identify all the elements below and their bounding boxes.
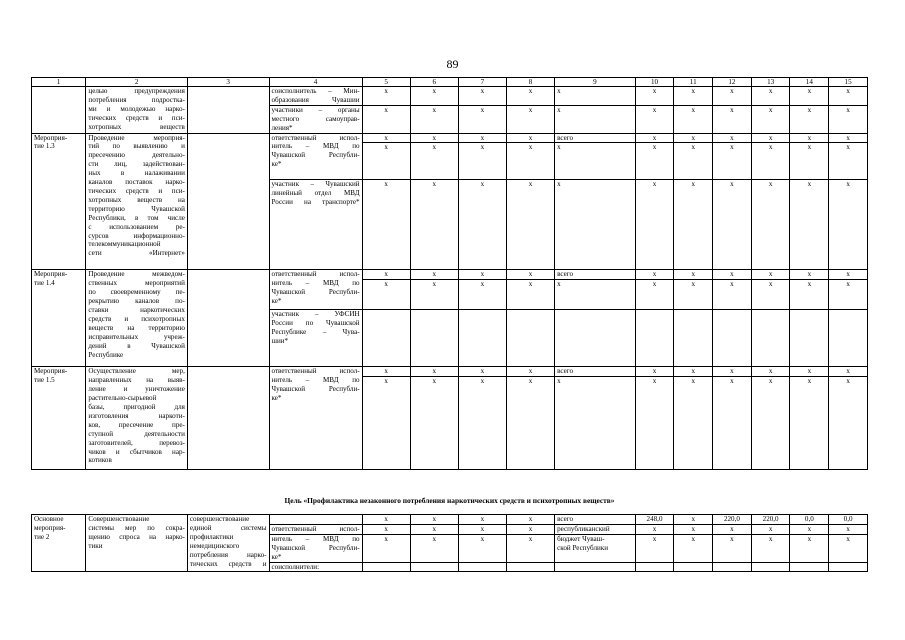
value-cell: x xyxy=(410,270,458,280)
executor-cell: участник – УФСИН России по Чувашской Республике – Чува- шии* xyxy=(269,310,362,367)
executor-cell: участники – органы местного самоуправ- ления* xyxy=(269,105,362,133)
measure-name: Проведение межведом- ственных мероприятий по своевременному пе- рекрытию каналов по- ставки наркотических средств и психотропных веществ на территорию исправительных учреж- дений в Чувашской Республике xyxy=(86,270,187,367)
measure-id: Мероприя- тие 1.4 xyxy=(32,270,86,367)
value-cell: 0,0 xyxy=(790,515,829,525)
value-cell: x xyxy=(555,280,636,310)
goal-heading: Цель «Профилактика незаконного потребления наркотических средств и психотропных веществ» xyxy=(284,496,615,505)
column-header: 14 xyxy=(790,78,829,87)
value-cell: x xyxy=(674,180,713,270)
executor-cell xyxy=(269,515,362,525)
value-cell: x xyxy=(751,180,790,270)
column-header: 2 xyxy=(86,78,187,87)
measure-goal xyxy=(187,133,269,270)
value-cell: x xyxy=(751,367,790,377)
column-header: 1 xyxy=(32,78,86,87)
value-cell xyxy=(410,310,458,367)
executor-cell: соисполнитель – Мин- образования Чувашии xyxy=(269,87,362,106)
measure-goal xyxy=(187,87,269,134)
value-cell: x xyxy=(829,105,868,133)
value-cell: x xyxy=(458,180,506,270)
value-cell: x xyxy=(362,534,410,562)
value-cell: x xyxy=(410,105,458,133)
value-cell: бюджет Чуваш- ской Республики xyxy=(555,534,636,562)
column-header: 10 xyxy=(635,78,674,87)
value-cell: x xyxy=(751,534,790,562)
value-cell: x xyxy=(458,105,506,133)
program-table-continued xyxy=(31,514,868,572)
value-cell: x xyxy=(362,87,410,106)
value-cell: 248,0 xyxy=(635,515,674,525)
value-cell: x xyxy=(674,270,713,280)
value-cell xyxy=(635,310,674,367)
value-cell: x xyxy=(410,367,458,377)
column-header: 13 xyxy=(751,78,790,87)
value-cell: x xyxy=(410,143,458,180)
value-cell: x xyxy=(362,515,410,525)
value-cell: x xyxy=(713,133,752,143)
value-cell: x xyxy=(751,143,790,180)
value-cell: x xyxy=(458,87,506,106)
measure-name: Проведение мероприя- тий по выявлению и пресечению деятельно- сти лиц, задействован- ных в налаживании каналов поставок нарко- тических средств и пси- хотропных веществ на территорию Чувашской Республики, в том числе с использованием ре- сурсов информационно- телекоммуникационной сети «Интернет» xyxy=(86,133,187,270)
value-cell: x xyxy=(635,280,674,310)
value-cell xyxy=(555,310,636,367)
value-cell: x xyxy=(751,524,790,534)
value-cell: x xyxy=(458,534,506,562)
value-cell: всего xyxy=(555,270,636,280)
value-cell: x xyxy=(790,377,829,470)
value-cell: республиканский xyxy=(555,524,636,534)
value-cell xyxy=(458,562,506,572)
value-cell: x xyxy=(410,87,458,106)
value-cell: x xyxy=(635,270,674,280)
column-header: 9 xyxy=(555,78,636,87)
value-cell: x xyxy=(751,87,790,106)
value-cell: x xyxy=(635,143,674,180)
value-cell: x xyxy=(362,524,410,534)
value-cell xyxy=(790,310,829,367)
value-cell: x xyxy=(790,87,829,106)
value-cell: x xyxy=(829,180,868,270)
value-cell: x xyxy=(635,133,674,143)
value-cell: x xyxy=(674,280,713,310)
value-cell: x xyxy=(506,105,554,133)
value-cell: x xyxy=(410,534,458,562)
value-cell: x xyxy=(458,133,506,143)
value-cell: x xyxy=(506,534,554,562)
measure-id: Мероприя- тие 1.3 xyxy=(32,133,86,270)
executor-cell: соисполнители: xyxy=(269,562,362,572)
table-row xyxy=(32,78,868,87)
value-cell: x xyxy=(362,270,410,280)
page-number: 89 xyxy=(446,57,459,71)
value-cell: x xyxy=(829,143,868,180)
column-header: 3 xyxy=(187,78,269,87)
value-cell: x xyxy=(506,524,554,534)
value-cell: x xyxy=(555,143,636,180)
column-header: 8 xyxy=(506,78,554,87)
value-cell: x xyxy=(713,534,752,562)
value-cell: x xyxy=(555,105,636,133)
value-cell: x xyxy=(713,280,752,310)
value-cell: x xyxy=(458,515,506,525)
value-cell: x xyxy=(751,270,790,280)
value-cell: x xyxy=(713,180,752,270)
measure-name: целью предупреждения потребления подростка- ми и молодежью нарко- тических средств и пси- хотропных веществ xyxy=(86,87,187,134)
value-cell: x xyxy=(410,524,458,534)
value-cell: x xyxy=(410,133,458,143)
column-header: 4 xyxy=(269,78,362,87)
table-row xyxy=(32,367,868,377)
value-cell: x xyxy=(713,105,752,133)
value-cell: x xyxy=(790,270,829,280)
column-header: 12 xyxy=(713,78,752,87)
value-cell: x xyxy=(362,377,410,470)
measure-id: Основное мероприя- тие 2 xyxy=(32,515,86,572)
value-cell: x xyxy=(674,534,713,562)
value-cell: x xyxy=(829,280,868,310)
value-cell: x xyxy=(506,377,554,470)
value-cell xyxy=(458,310,506,367)
value-cell: x xyxy=(790,534,829,562)
column-header: 5 xyxy=(362,78,410,87)
value-cell: x xyxy=(829,133,868,143)
value-cell: x xyxy=(506,143,554,180)
executor-cell: нитель – МВД по Чувашской Республи- ке* xyxy=(269,534,362,562)
value-cell xyxy=(506,562,554,572)
value-cell: x xyxy=(751,105,790,133)
value-cell: x xyxy=(506,180,554,270)
value-cell: x xyxy=(790,280,829,310)
value-cell: x xyxy=(506,515,554,525)
value-cell: x xyxy=(362,180,410,270)
value-cell: x xyxy=(458,280,506,310)
value-cell: x xyxy=(829,377,868,470)
value-cell: x xyxy=(790,143,829,180)
value-cell: x xyxy=(635,105,674,133)
table-row xyxy=(32,515,868,525)
value-cell: x xyxy=(829,524,868,534)
value-cell: x xyxy=(713,87,752,106)
measure-goal: совершенствование единой системы профилактики немедицинского потребления нарко- тических средств и xyxy=(187,515,269,572)
value-cell: x xyxy=(362,367,410,377)
value-cell: x xyxy=(635,87,674,106)
value-cell xyxy=(829,562,868,572)
value-cell: x xyxy=(829,87,868,106)
value-cell xyxy=(506,310,554,367)
value-cell: x xyxy=(674,143,713,180)
value-cell: x xyxy=(506,270,554,280)
measure-goal xyxy=(187,367,269,470)
value-cell: x xyxy=(362,105,410,133)
value-cell: x xyxy=(635,367,674,377)
value-cell: x xyxy=(458,143,506,180)
value-cell: x xyxy=(635,180,674,270)
value-cell: x xyxy=(635,534,674,562)
column-header: 7 xyxy=(458,78,506,87)
value-cell: x xyxy=(713,270,752,280)
value-cell: x xyxy=(790,367,829,377)
value-cell xyxy=(751,310,790,367)
value-cell: x xyxy=(674,367,713,377)
value-cell: x xyxy=(713,377,752,470)
value-cell xyxy=(635,562,674,572)
column-header: 11 xyxy=(674,78,713,87)
program-table xyxy=(31,77,868,470)
value-cell: x xyxy=(674,105,713,133)
value-cell: x xyxy=(790,105,829,133)
value-cell: x xyxy=(555,377,636,470)
value-cell: x xyxy=(362,280,410,310)
value-cell: x xyxy=(410,280,458,310)
column-header: 15 xyxy=(829,78,868,87)
column-header: 6 xyxy=(410,78,458,87)
value-cell: x xyxy=(790,180,829,270)
table-row xyxy=(32,133,868,143)
value-cell: x xyxy=(790,524,829,534)
value-cell: x xyxy=(555,180,636,270)
value-cell xyxy=(713,310,752,367)
value-cell: x xyxy=(829,367,868,377)
value-cell: x xyxy=(506,280,554,310)
value-cell: x xyxy=(458,367,506,377)
value-cell: x xyxy=(635,377,674,470)
value-cell xyxy=(829,310,868,367)
value-cell: x xyxy=(674,377,713,470)
value-cell: всего xyxy=(555,515,636,525)
value-cell: x xyxy=(674,524,713,534)
executor-cell: ответственный испол- нитель – МВД по Чувашской Республи- ке* xyxy=(269,133,362,180)
value-cell xyxy=(790,562,829,572)
value-cell: x xyxy=(458,524,506,534)
value-cell: x xyxy=(829,270,868,280)
executor-cell: участник – Чувашский линейный отдел МВД России на транспорте* xyxy=(269,180,362,270)
value-cell: x xyxy=(410,515,458,525)
measure-name: Совершенствование системы мер по сокра- щению спроса на нарко- тики xyxy=(86,515,187,572)
value-cell: x xyxy=(458,270,506,280)
measure-id: Мероприя- тие 1.5 xyxy=(32,367,86,470)
value-cell: x xyxy=(674,133,713,143)
value-cell: 220,0 xyxy=(713,515,752,525)
value-cell xyxy=(362,310,410,367)
value-cell: x xyxy=(506,87,554,106)
executor-cell: ответственный испол- нитель – МВД по Чувашской Республи- ке* xyxy=(269,270,362,310)
value-cell: x xyxy=(713,143,752,180)
measure-name: Осуществление мер, направленных на выяв- ление и уничтожение растительно-сырьевой базы, пригодной для изготовления наркоти- ков, пресечение пре- ступной деятельности заготовителей, перевоз- чиков и сбытчиков нар- котиков xyxy=(86,367,187,470)
value-cell: x xyxy=(362,133,410,143)
executor-cell: ответственный испол- xyxy=(269,524,362,534)
table-row xyxy=(32,270,868,280)
value-cell xyxy=(751,562,790,572)
value-cell: всего xyxy=(555,367,636,377)
value-cell: x xyxy=(635,524,674,534)
value-cell: x xyxy=(555,87,636,106)
value-cell: x xyxy=(410,180,458,270)
value-cell: x xyxy=(410,377,458,470)
table-row xyxy=(32,87,868,106)
measure-id xyxy=(32,87,86,134)
value-cell: x xyxy=(362,143,410,180)
value-cell xyxy=(674,310,713,367)
value-cell: x xyxy=(506,367,554,377)
value-cell xyxy=(674,562,713,572)
value-cell: x xyxy=(790,133,829,143)
value-cell: 220,0 xyxy=(751,515,790,525)
value-cell: x xyxy=(751,280,790,310)
value-cell: x xyxy=(674,515,713,525)
value-cell: x xyxy=(829,534,868,562)
value-cell: x xyxy=(713,524,752,534)
value-cell xyxy=(362,562,410,572)
value-cell: x xyxy=(458,377,506,470)
value-cell xyxy=(713,562,752,572)
value-cell: x xyxy=(506,133,554,143)
value-cell: x xyxy=(674,87,713,106)
value-cell xyxy=(555,562,636,572)
value-cell: x xyxy=(751,133,790,143)
value-cell: всего xyxy=(555,133,636,143)
value-cell: x xyxy=(751,377,790,470)
value-cell: x xyxy=(713,367,752,377)
measure-goal xyxy=(187,270,269,367)
value-cell: 0,0 xyxy=(829,515,868,525)
value-cell xyxy=(410,562,458,572)
executor-cell: ответственный испол- нитель – МВД по Чувашской Республи- ке* xyxy=(269,367,362,470)
